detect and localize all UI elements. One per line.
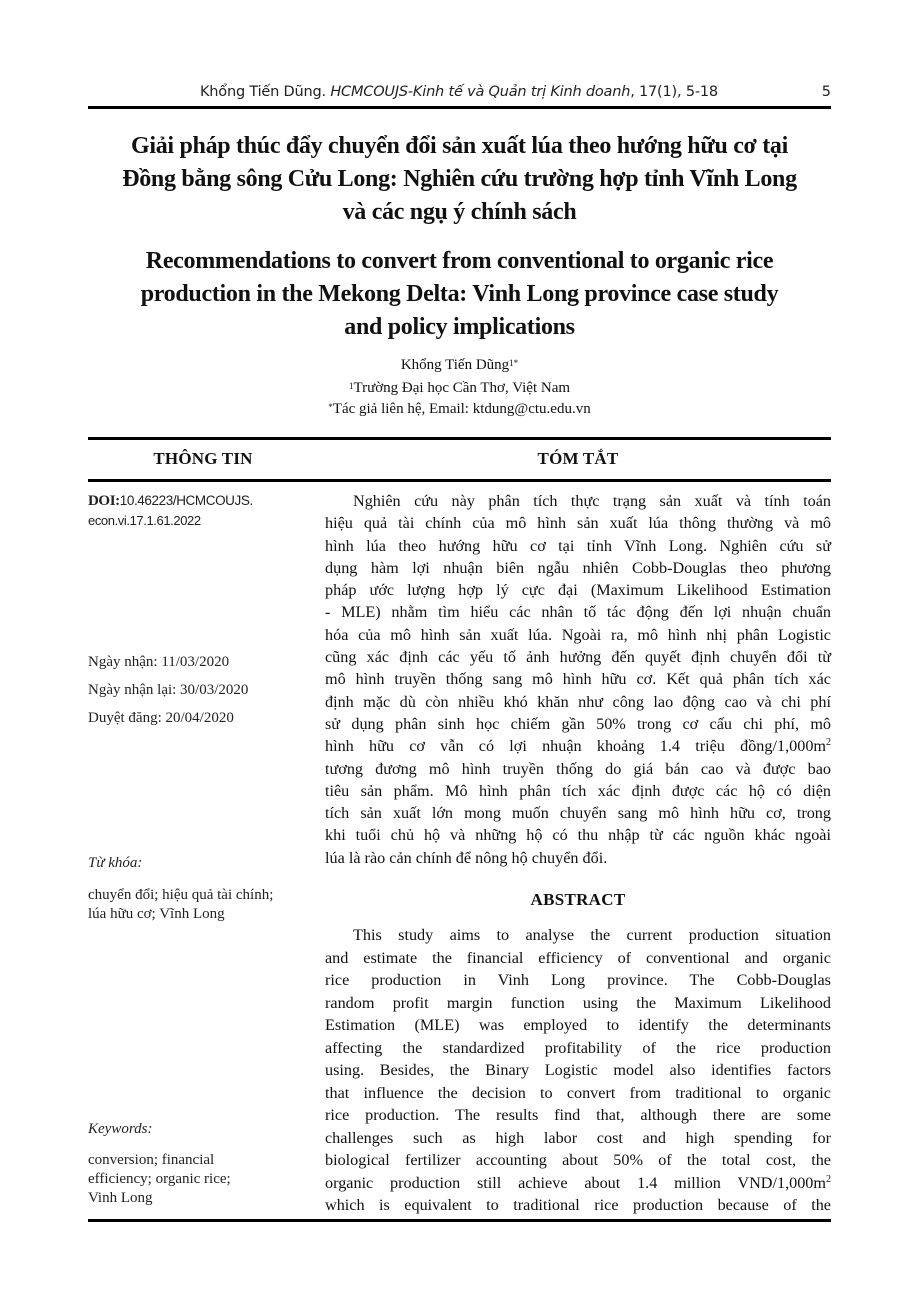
title-line: Recommendations to convert from conventional to organic rice <box>145 248 774 274</box>
abstract-line: using. Besides, the Binary Logistic model also identifies factors <box>325 1061 831 1079</box>
running-header <box>88 82 831 104</box>
title-line: production in the Mekong Delta: Vinh Long province case study <box>140 281 779 307</box>
keyword-line: chuyển đổi; hiệu quả tài chính; <box>88 887 274 903</box>
author-name: Khổng Tiến Dũng <box>400 357 510 373</box>
date-accepted: Duyệt đăng: 20/04/2020 <box>88 710 234 726</box>
affiliation-line <box>88 378 831 399</box>
citation <box>200 84 718 100</box>
table-bottom-rule <box>88 1219 831 1222</box>
abstract-line-text: organic production still achieve about 1.4 million VND/1,000m <box>325 1173 826 1192</box>
abstract-line-with-superscript <box>325 1172 831 1195</box>
abstract-line: Estimation (MLE) was employed to identify the determinants <box>325 1016 831 1034</box>
abstract-line: This study aims to analyse the current production situation <box>353 926 831 944</box>
author-marker: 1* <box>509 358 519 368</box>
abstract-line: random profit margin function using the Maximum Likelihood <box>325 993 831 1012</box>
abstract-vietnamese <box>325 490 831 869</box>
author-block <box>88 355 831 420</box>
abstract-line-text: hình hữu cơ vẫn có lợi nhuận khoảng 1.4 triệu đồng/1,000m <box>325 737 826 756</box>
abstract-line: tương đương mô hình truyền thống do giá bán cao và được bao <box>325 759 831 778</box>
title-line: Giải pháp thúc đẩy chuyển đổi sản xuất lúa theo hướng hữu cơ tại <box>130 133 789 159</box>
affiliation: Trường Đại học Cần Thơ, Việt Nam <box>353 380 571 396</box>
doi-value-part2[interactable]: econ.vi.17.1.61.2022 <box>88 513 201 528</box>
author-email-link[interactable]: ktdung@ctu.edu.vn <box>472 401 591 417</box>
doi-line <box>88 491 253 511</box>
title-vietnamese <box>88 130 831 229</box>
table-header-rule <box>88 479 831 482</box>
keywords-vi <box>88 886 273 924</box>
keyword-line: lúa hữu cơ; Vĩnh Long <box>88 906 225 922</box>
abstract-english <box>325 924 831 1217</box>
abstract-line: rice production in Vinh Long province. The Cobb-Douglas <box>325 971 831 989</box>
abstract-line: tiêu sản phẩm. Mô hình phân tích xác định được các hộ có diện <box>325 781 831 800</box>
keywords-vi-label: Từ khóa: <box>88 855 143 871</box>
abstract-line: lúa là rào cản chính để nông hộ chuyển đổi. <box>325 848 608 867</box>
abstract-line: biological fertilizer accounting about 50% of the total cost, the <box>325 1151 831 1169</box>
abstract-line: and estimate the financial efficiency of conventional and organic <box>325 948 831 967</box>
abstract-line: hình lúa theo hướng hữu cơ tại tỉnh Vĩnh Long. Nghiên cứu sử <box>325 536 831 555</box>
abstract-line: Nghiên cứu này phân tích thực trạng sản xuất và tính toán <box>353 492 831 510</box>
abstract-vi-heading: TÓM TẮT <box>537 449 619 468</box>
abstract-line: sử dụng phân sinh học chiếm gần 50% trong cơ cấu chi phí, mô <box>325 714 831 733</box>
corresponding-label: Tác giả liên hệ, Email: <box>332 401 473 417</box>
header-divider <box>88 106 831 109</box>
abstract-line: định mặc dù còn nhiều khó khăn như công lao động cao và chi phí <box>325 692 831 711</box>
date-received: Ngày nhận: 11/03/2020 <box>88 654 230 670</box>
corresponding-line <box>88 399 831 420</box>
abstract-line: affecting the standardized profitability of the rice production <box>325 1038 831 1057</box>
abstract-line: khi tuổi chủ hộ và những hộ có thu nhập từ các nguồn khác ngoài <box>325 826 831 845</box>
abstract-line: tích sản xuất lớn mong muốn chuyển sang mô hình hữu cơ, trong <box>325 804 831 823</box>
title-line: và các ngụ ý chính sách <box>342 199 577 225</box>
superscript: 2 <box>826 1173 831 1185</box>
abstract-line: which is equivalent to traditional rice production because of the <box>325 1196 831 1214</box>
abstract-line: mô hình truyền thống sang mô hình hữu cơ. Kết quả phân tích xác <box>325 670 831 689</box>
superscript: 2 <box>826 737 831 749</box>
abstract-line: rice production. The results find that, although there are some <box>325 1106 831 1124</box>
title-line: and policy implications <box>344 314 575 340</box>
volume-issue-pages: , 17(1), 5-18 <box>630 84 718 100</box>
affiliation-marker: 1 <box>348 381 354 391</box>
keyword-line: Vinh Long <box>88 1190 153 1206</box>
abstract-line: challenges such as high labor cost and high spending for <box>325 1128 831 1147</box>
page-number: 5 <box>821 84 831 100</box>
doi-label: DOI: <box>88 493 120 509</box>
abstract-line: dụng hàm lợi nhuận biên ngẫu nhiên Cobb-Douglas theo phương <box>325 558 831 577</box>
title-english <box>88 245 831 344</box>
keyword-line: conversion; financial <box>88 1152 215 1168</box>
doi-value-part1[interactable]: 10.46223/HCMCOUJS. <box>119 493 253 508</box>
abstract-line: hiệu quả tài chính của mô hình sản xuất lúa thông thường và mô <box>325 514 831 533</box>
abstract-line: that influence the decision to convert from traditional to organic <box>325 1083 831 1102</box>
header-author: Khổng Tiến Dũng. <box>200 84 326 100</box>
abstract-line: pháp ước lượng hợp lý cực đại (Maximum Likelihood Estimation <box>325 581 831 600</box>
keywords-en-label: Keywords: <box>88 1121 153 1137</box>
author-name-line <box>88 355 831 376</box>
title-line: Đồng bằng sông Cửu Long: Nghiên cứu trường hợp tỉnh Vĩnh Long <box>122 166 797 192</box>
corresponding-marker: * <box>328 402 333 412</box>
abstract-line: cũng xác định các yếu tố ảnh hưởng đến quyết định chuyển đổi từ <box>325 648 831 667</box>
abstract-en-heading: ABSTRACT <box>530 890 626 909</box>
journal-name: HCMCOUJS-Kinh tế và Quản trị Kinh doanh <box>330 84 631 100</box>
date-revised: Ngày nhận lại: 30/03/2020 <box>88 682 249 698</box>
doi-block <box>88 491 253 531</box>
abstract-line-with-superscript <box>325 735 831 757</box>
abstract-line: - MLE) nhằm tìm hiểu các nhân tố tác động đến lợi nhuận chuẩn <box>325 603 831 622</box>
keyword-line: efficiency; organic rice; <box>88 1171 231 1187</box>
abstract-line: hóa của mô hình sản xuất lúa. Ngoài ra, mô hình nhị phân Logistic <box>325 625 831 644</box>
info-heading: THÔNG TIN <box>153 449 253 468</box>
keywords-en <box>88 1151 231 1208</box>
date-list <box>88 648 248 732</box>
table-top-rule <box>88 437 831 440</box>
